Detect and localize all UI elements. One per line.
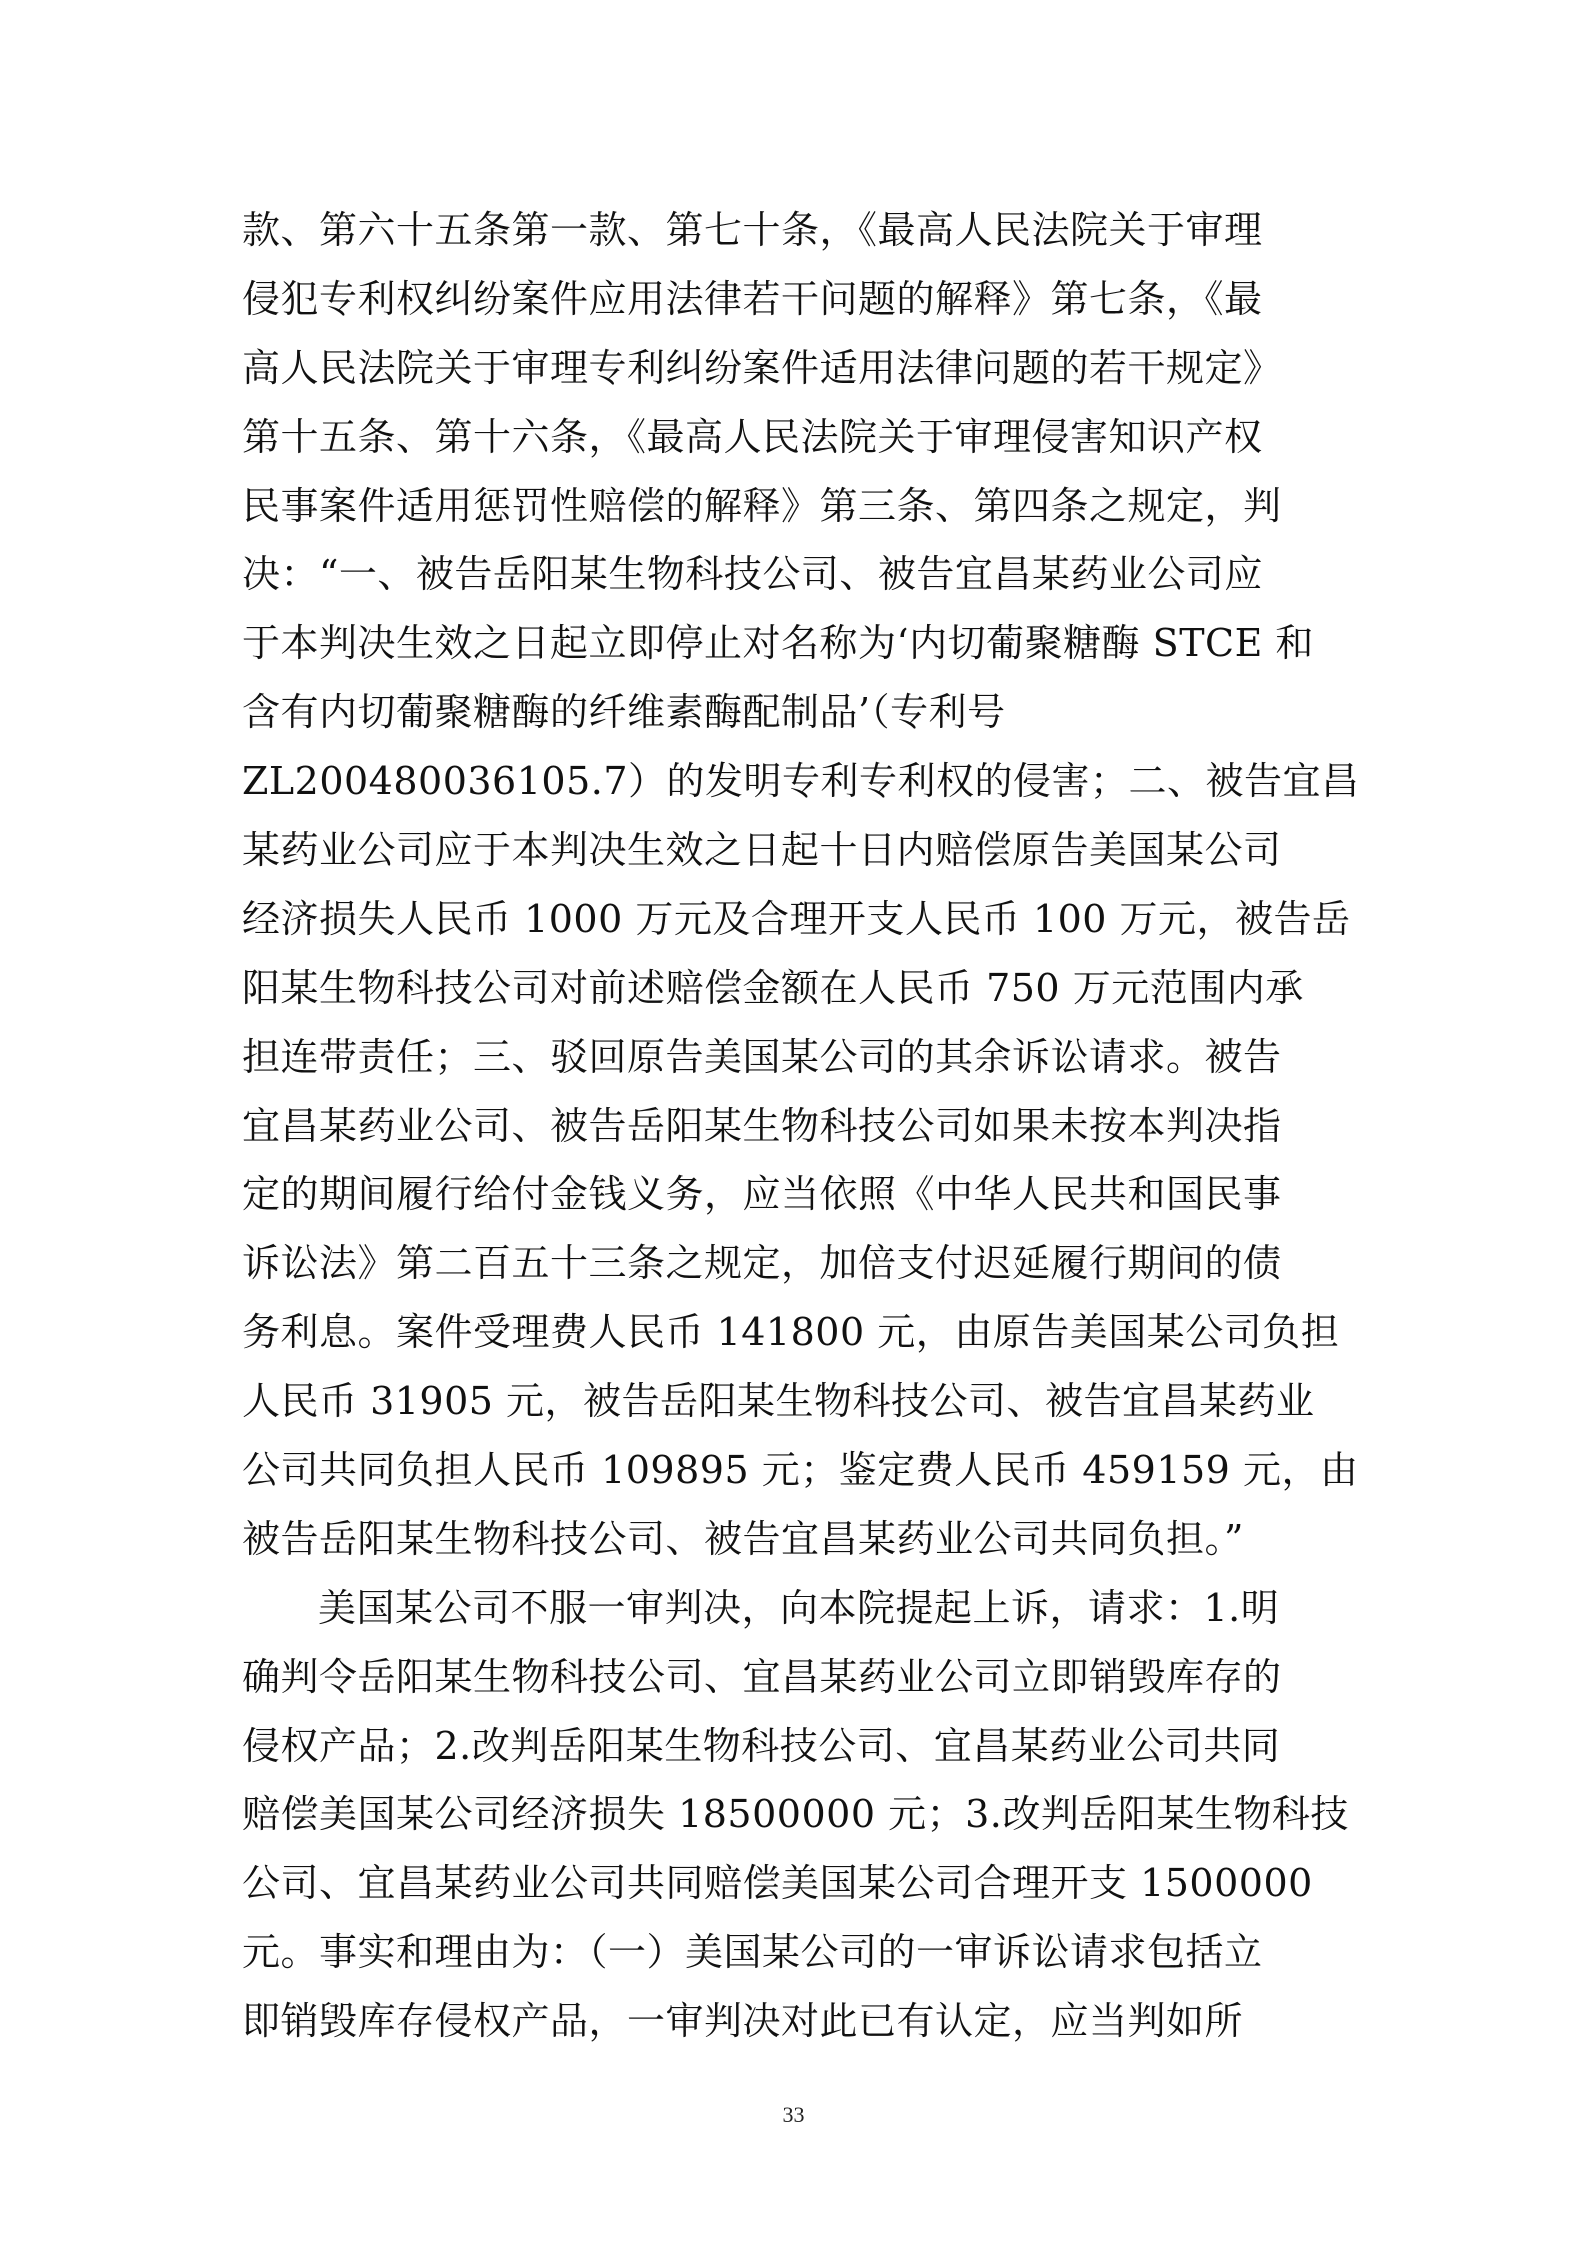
page-number: 33 (782, 2102, 805, 2127)
body-text (242, 196, 1360, 2056)
text-line: 公司共同负担人民币 109895 元；鉴定费人民币 459159 元，由 (242, 1448, 1359, 1493)
text-line: 经济损失人民币 1000 万元及合理开支人民币 100 万元，被告岳 (242, 896, 1351, 941)
text-line: 被告岳阳某生物科技公司、被告宜昌某药业公司共同负担。” (242, 1516, 1244, 1561)
text-line: 务利息。案件受理费人民币 141800 元，由原告美国某公司负担 (242, 1310, 1340, 1355)
text-line: 宜昌某药业公司、被告岳阳某生物科技公司如果未按本判决指 (242, 1103, 1282, 1148)
text-line: 阳某生物科技公司对前述赔偿金额在人民币 750 万元范围内承 (242, 965, 1304, 1010)
text-line: 诉讼法》第二百五十三条之规定，加倍支付迟延履行期间的债 (242, 1241, 1282, 1286)
text-line: 决：“一、被告岳阳某生物科技公司、被告宜昌某药业公司应 (242, 552, 1263, 597)
text-line: 第十五条、第十六条，《最高人民法院关于审理侵害知识产权 (242, 414, 1263, 459)
paragraph-start-line: 美国某公司不服一审判决，向本院提起上诉，请求：1.明 (318, 1585, 1280, 1630)
text-line: 款、第六十五条第一款、第七十条，《最高人民法院关于审理 (242, 208, 1263, 252)
text-line: 公司、宜昌某药业公司共同赔偿美国某公司合理开支 1500000 (242, 1861, 1313, 1906)
text-line: 民事案件适用惩罚性赔偿的解释》第三条、第四条之规定，判 (242, 483, 1282, 528)
text-line: 某药业公司应于本判决生效之日起十日内赔偿原告美国某公司 (242, 828, 1282, 873)
text-line: ZL200480036105.7）的发明专利专利权的侵害；二、被告宜昌 (242, 759, 1360, 804)
text-line: 含有内切葡聚糖酶的纤维素酶配制品’（专利号 (242, 690, 1006, 735)
text-line: 担连带责任；三、驳回原告美国某公司的其余诉讼请求。被告 (242, 1034, 1282, 1079)
text-line: 侵权产品；2.改判岳阳某生物科技公司、宜昌某药业公司共同 (242, 1723, 1281, 1768)
text-line: 确判令岳阳某生物科技公司、宜昌某药业公司立即销毁库存的 (242, 1654, 1282, 1699)
text-line: 定的期间履行给付金钱义务，应当依照《中华人民共和国民事 (242, 1172, 1282, 1217)
text-line: 于本判决生效之日起立即停止对名称为‘内切葡聚糖酶 STCE 和 (242, 621, 1314, 666)
text-line: 元。事实和理由为：（一）美国某公司的一审诉讼请求包括立 (242, 1930, 1263, 1975)
text-line: 即销毁库存侵权产品，一审判决对此已有认定，应当判如所 (242, 1999, 1244, 2044)
text-line: 高人民法院关于审理专利纠纷案件适用法律问题的若干规定》 (242, 345, 1282, 390)
text-line: 侵犯专利权纠纷案件应用法律若干问题的解释》第七条，《最 (242, 276, 1263, 321)
text-line: 人民币 31905 元，被告岳阳某生物科技公司、被告宜昌某药业 (242, 1379, 1315, 1424)
text-line: 赔偿美国某公司经济损失 18500000 元；3.改判岳阳某生物科技 (242, 1792, 1349, 1837)
